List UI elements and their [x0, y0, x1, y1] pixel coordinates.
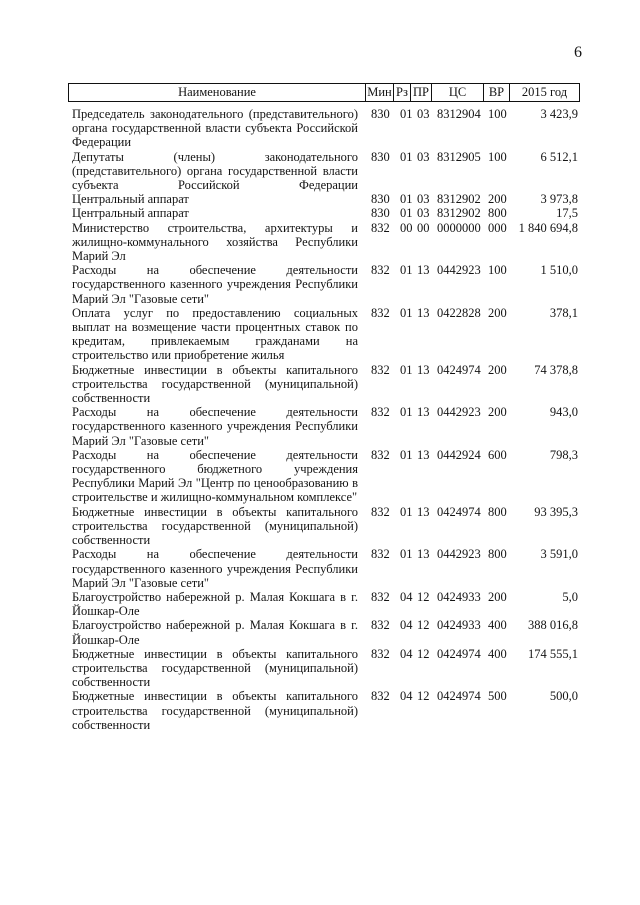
- row-pr: 03: [417, 149, 430, 164]
- row-name: Бюджетные инвестиции в объекты капитального строительства государственной (муниципальной) собственности: [72, 504, 358, 548]
- table-row: [72, 363, 580, 406]
- row-rz: 04: [400, 618, 413, 633]
- row-vr: 800: [488, 504, 507, 519]
- row-min: 832: [371, 405, 390, 420]
- row-amount: 388 016,8: [528, 618, 578, 633]
- row-pr: 12: [417, 618, 430, 633]
- row-name: Благоустройство набережной р. Малая Кокшага в г. Йошкар-Оле: [72, 618, 358, 647]
- row-amount: 174 555,1: [528, 646, 578, 661]
- row-amount: 378,1: [549, 305, 578, 320]
- row-name: Центральный аппарат: [72, 206, 189, 221]
- row-pr: 03: [417, 107, 430, 121]
- row-vr: 100: [488, 107, 507, 121]
- row-cs: 0442923: [437, 547, 481, 562]
- row-cs: 0424933: [437, 589, 481, 604]
- row-cs: 8312902: [437, 206, 481, 221]
- page-number: 6: [574, 44, 582, 61]
- row-rz: 01: [400, 305, 413, 320]
- row-name: Расходы на обеспечение деятельности государственного бюджетного учреждения Республики Марий Эл "Центр по ценообразованию в строительстве и жилищно-коммунальном комплексе": [72, 447, 358, 505]
- row-rz: 04: [400, 689, 413, 704]
- row-vr: 200: [488, 192, 507, 207]
- row-amount: 1 840 694,8: [518, 220, 578, 235]
- row-cs: 8312902: [437, 192, 481, 207]
- row-amount: 798,3: [549, 447, 578, 462]
- row-rz: 01: [400, 447, 413, 462]
- row-name: Председатель законодательного (представительного) органа государственной власти субъекта Российской Федерации: [72, 107, 358, 150]
- row-rz: 01: [400, 149, 413, 164]
- row-pr: 13: [417, 305, 430, 320]
- row-rz: 01: [400, 192, 413, 207]
- row-vr: 100: [488, 149, 507, 164]
- row-cs: 0424974: [437, 646, 481, 661]
- row-min: 832: [371, 447, 390, 462]
- table-row: [72, 505, 580, 548]
- row-name: Расходы на обеспечение деятельности государственного казенного учреждения Республики Марий Эл "Газовые сети": [72, 547, 358, 590]
- table-row: [72, 547, 580, 590]
- row-pr: 03: [417, 206, 430, 221]
- header-name: Наименование: [178, 85, 256, 99]
- row-min: 832: [371, 618, 390, 633]
- header-cs: ЦС: [431, 84, 483, 101]
- table-row: [72, 405, 580, 448]
- row-name: Бюджетные инвестиции в объекты капитального строительства государственной (муниципальной) собственности: [72, 689, 358, 732]
- row-vr: 500: [488, 689, 507, 704]
- row-rz: 01: [400, 362, 413, 377]
- row-vr: 200: [488, 305, 507, 320]
- row-min: 830: [371, 149, 390, 164]
- row-pr: 13: [417, 547, 430, 562]
- row-name: Центральный аппарат: [72, 192, 189, 207]
- row-rz: 04: [400, 589, 413, 604]
- table-row: [72, 306, 580, 363]
- row-amount: 3 423,9: [540, 107, 578, 121]
- row-min: 832: [371, 504, 390, 519]
- row-amount: 6 512,1: [540, 149, 578, 164]
- row-pr: 13: [417, 447, 430, 462]
- row-name: Министерство строительства, архитектуры и жилищно-коммунального хозяйства Республики Марий Эл: [72, 220, 358, 264]
- row-amount: 5,0: [562, 589, 578, 604]
- row-amount: 1 510,0: [540, 263, 578, 278]
- row-cs: 0000000: [437, 220, 481, 235]
- row-name: Оплата услуг по предоставлению социальных выплат на возмещение части процентных ставок по кредитам, привлекаемым гражданами на строительство или приобретение жилья: [72, 305, 358, 363]
- row-vr: 600: [488, 447, 507, 462]
- row-cs: 0422828: [437, 305, 481, 320]
- row-min: 830: [371, 206, 390, 221]
- row-vr: 100: [488, 263, 507, 278]
- row-cs: 0442923: [437, 263, 481, 278]
- row-amount: 943,0: [549, 405, 578, 420]
- row-rz: 01: [400, 263, 413, 278]
- row-min: 830: [371, 107, 390, 121]
- row-vr: 800: [488, 547, 507, 562]
- row-cs: 8312904: [437, 107, 481, 121]
- row-min: 832: [371, 589, 390, 604]
- table-row: [72, 590, 580, 618]
- row-pr: 13: [417, 362, 430, 377]
- row-min: 832: [371, 362, 390, 377]
- row-rz: 04: [400, 646, 413, 661]
- row-min: 830: [371, 192, 390, 207]
- table-row: [72, 150, 580, 193]
- row-rz: 01: [400, 107, 413, 121]
- row-cs: 0424974: [437, 504, 481, 519]
- row-pr: 12: [417, 689, 430, 704]
- row-pr: 12: [417, 589, 430, 604]
- row-cs: 0442923: [437, 405, 481, 420]
- row-cs: 0424974: [437, 362, 481, 377]
- table-header: [68, 83, 580, 102]
- row-name: Благоустройство набережной р. Малая Кокшага в г. Йошкар-Оле: [72, 589, 358, 619]
- table-row: [72, 263, 580, 306]
- row-amount: 74 378,8: [534, 362, 578, 377]
- row-name: Расходы на обеспечение деятельности государственного казенного учреждения Республики Марий Эл "Газовые сети": [72, 263, 358, 306]
- header-rz: Рз: [393, 84, 410, 101]
- row-min: 832: [371, 220, 390, 235]
- header-vr: ВР: [483, 84, 509, 101]
- row-vr: 000: [488, 220, 507, 235]
- row-cs: 8312905: [437, 149, 481, 164]
- row-rz: 01: [400, 405, 413, 420]
- row-pr: 13: [417, 504, 430, 519]
- header-pr: ПР: [410, 84, 431, 101]
- row-amount: 3 591,0: [540, 547, 578, 562]
- row-pr: 13: [417, 263, 430, 278]
- row-pr: 03: [417, 192, 430, 207]
- header-year: 2015 год: [509, 84, 579, 101]
- row-min: 832: [371, 646, 390, 661]
- table-row: [72, 221, 580, 264]
- row-rz: 01: [400, 547, 413, 562]
- row-min: 832: [371, 305, 390, 320]
- row-amount: 3 973,8: [540, 192, 578, 207]
- row-name: Расходы на обеспечение деятельности государственного казенного учреждения Республики Марий Эл "Газовые сети": [72, 405, 358, 448]
- row-vr: 200: [488, 362, 507, 377]
- row-cs: 0424933: [437, 618, 481, 633]
- table-row: [72, 192, 580, 206]
- row-rz: 01: [400, 206, 413, 221]
- row-rz: 00: [400, 220, 413, 235]
- row-vr: 800: [488, 206, 507, 221]
- row-amount: 17,5: [556, 206, 578, 221]
- row-vr: 400: [488, 618, 507, 633]
- table-body: [72, 107, 580, 732]
- row-vr: 200: [488, 405, 507, 420]
- row-name: Депутаты (члены) законодательного (представительного) органа государственной власти субъекта Российской Федерации: [72, 149, 358, 193]
- table-row: [72, 618, 580, 646]
- row-rz: 01: [400, 504, 413, 519]
- row-pr: 12: [417, 646, 430, 661]
- row-vr: 400: [488, 646, 507, 661]
- table-row: [72, 647, 580, 690]
- table-row: [72, 689, 580, 732]
- row-min: 832: [371, 547, 390, 562]
- row-name: Бюджетные инвестиции в объекты капитального строительства государственной (муниципальной) собственности: [72, 646, 358, 690]
- row-amount: 93 395,3: [534, 504, 578, 519]
- table-row: [72, 206, 580, 220]
- table-row: [72, 107, 580, 150]
- row-min: 832: [371, 263, 390, 278]
- row-pr: 00: [417, 220, 430, 235]
- row-vr: 200: [488, 589, 507, 604]
- row-pr: 13: [417, 405, 430, 420]
- row-name: Бюджетные инвестиции в объекты капитального строительства государственной (муниципальной) собственности: [72, 362, 358, 406]
- header-min: Мин: [365, 84, 393, 101]
- row-amount: 500,0: [549, 689, 578, 704]
- row-min: 832: [371, 689, 390, 704]
- table-row: [72, 448, 580, 505]
- row-cs: 0442924: [437, 447, 481, 462]
- row-cs: 0424974: [437, 689, 481, 704]
